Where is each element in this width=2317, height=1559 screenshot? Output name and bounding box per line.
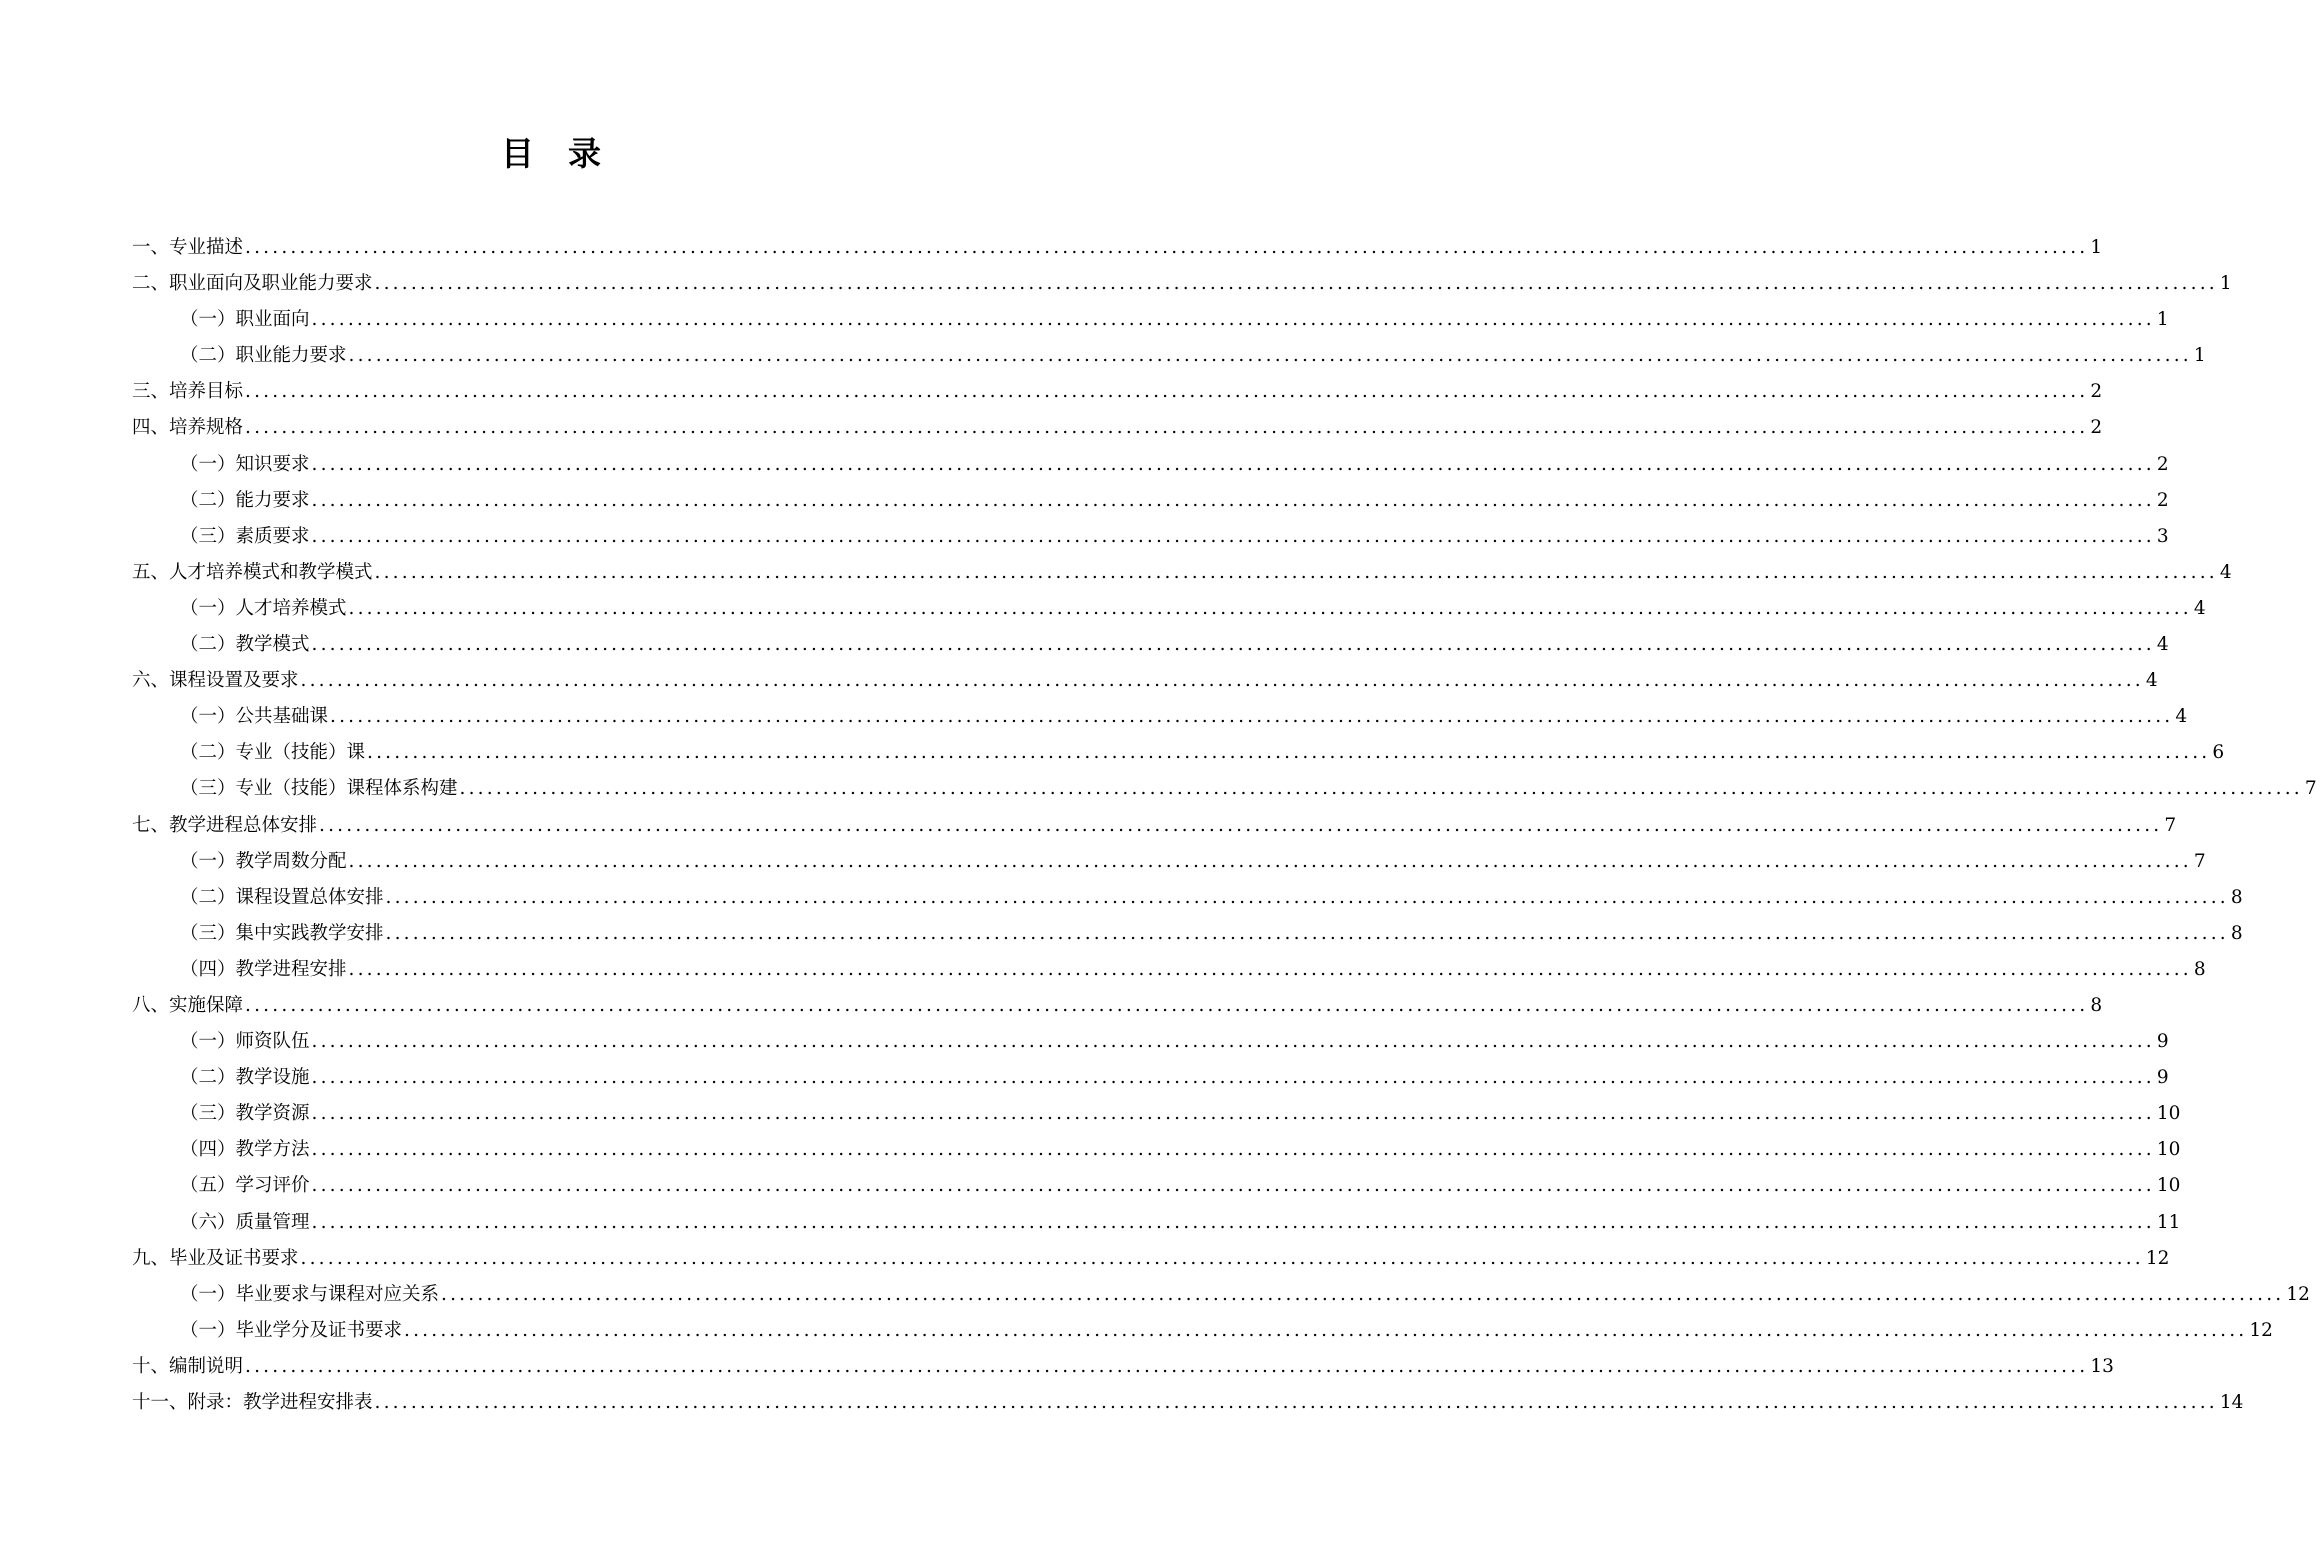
toc-entry-label: （六）质量管理 (180, 1211, 310, 1233)
toc-entry-label: （二）课程设置总体安排 (180, 886, 384, 908)
page-title (0, 132, 1102, 176)
toc-entry-label: （二）教学模式 (180, 634, 310, 656)
toc-dot-leader: ........................................................................................................................................................................................................... (245, 381, 2089, 403)
toc-entry[interactable] (132, 663, 2158, 699)
toc-entry[interactable] (132, 916, 2243, 952)
toc-entry[interactable] (132, 699, 2188, 735)
toc-entry-page-number: 3 (2156, 525, 2169, 547)
toc-entry-label: （一）毕业要求与课程对应关系 (180, 1283, 440, 1305)
toc-dot-leader: ........................................................................................................................................................................................................... (311, 489, 2155, 511)
toc-entry[interactable] (132, 771, 2317, 807)
toc-entry-page-number: 4 (2156, 634, 2169, 656)
toc-dot-leader: ........................................................................................................................................................................................................... (311, 453, 2155, 475)
toc-entry[interactable] (132, 1349, 2114, 1385)
toc-entry-label: （一）职业面向 (180, 309, 310, 331)
toc-dot-leader: ........................................................................................................................................................................................................... (300, 1247, 2144, 1269)
page-title-char-2: 录 (568, 134, 601, 173)
toc-entry[interactable] (132, 338, 2206, 374)
toc-entry-page-number: 8 (2090, 994, 2103, 1016)
toc-entry-page-number: 6 (2212, 742, 2225, 764)
toc-entry-label: （一）知识要求 (180, 453, 310, 475)
toc-entry[interactable] (132, 808, 2177, 844)
toc-entry-page-number: 12 (2145, 1247, 2170, 1269)
toc-entry-page-number: 9 (2156, 1031, 2169, 1053)
toc-entry-label: 四、培养规格 (132, 417, 244, 439)
toc-entry-page-number: 13 (2090, 1355, 2114, 1377)
toc-entry[interactable] (132, 988, 2103, 1024)
toc-dot-leader: ........................................................................................................................................................................................................... (348, 958, 2192, 980)
toc-entry-page-number: 1 (2193, 345, 2206, 367)
toc-entry[interactable] (132, 410, 2103, 446)
toc-entry-page-number: 4 (2219, 561, 2232, 583)
toc-dot-leader: ........................................................................................................................................................................................................... (374, 1392, 2218, 1413)
toc-dot-leader: ........................................................................................................................................................................................................... (311, 309, 2155, 331)
toc-dot-leader: ........................................................................................................................................................................................................... (311, 1175, 2155, 1197)
toc-dot-leader: ........................................................................................................................................................................................................... (311, 1139, 2155, 1161)
toc-dot-leader: ........................................................................................................................................................................................................... (374, 273, 2218, 295)
toc-dot-leader: ........................................................................................................................................................................................................... (245, 237, 2089, 258)
toc-entry-label: 十、编制说明 (132, 1355, 244, 1377)
toc-dot-leader: ........................................................................................................................................................................................................... (319, 814, 2163, 836)
toc-entry-label: （二）职业能力要求 (180, 345, 347, 367)
toc-entry[interactable] (132, 230, 2103, 266)
toc-entry[interactable] (132, 591, 2206, 627)
toc-entry-page-number: 10 (2156, 1103, 2181, 1125)
toc-entry[interactable] (132, 374, 2103, 410)
toc-entry[interactable] (132, 1132, 2181, 1168)
toc-dot-leader: ........................................................................................................................................................................................................... (404, 1319, 2248, 1341)
toc-entry-label: （一）师资队伍 (180, 1031, 310, 1053)
toc-dot-leader: ........................................................................................................................................................................................................... (311, 1211, 2155, 1233)
toc-entry[interactable] (132, 519, 2169, 555)
toc-dot-leader: ........................................................................................................................................................................................................... (367, 742, 2211, 764)
toc-entry[interactable] (132, 844, 2206, 880)
toc-entry[interactable] (132, 1096, 2181, 1132)
toc-entry-page-number: 2 (2156, 489, 2169, 511)
toc-entry-page-number: 14 (2219, 1392, 2244, 1413)
toc-entry-label: （四）教学方法 (180, 1139, 310, 1161)
toc-dot-leader: ........................................................................................................................................................................................................... (348, 597, 2192, 619)
toc-entry[interactable] (132, 1313, 2273, 1349)
toc-entry-label: （三）集中实践教学安排 (180, 922, 384, 944)
toc-entry[interactable] (132, 735, 2225, 771)
toc-entry-label: （五）学习评价 (180, 1175, 310, 1197)
toc-entry-page-number: 2 (2090, 381, 2103, 403)
toc-entry[interactable] (132, 627, 2169, 663)
toc-entry-page-number: 4 (2175, 706, 2188, 728)
toc-entry-page-number: 1 (2090, 237, 2103, 258)
toc-entry-label: （一）毕业学分及证书要求 (180, 1319, 403, 1341)
toc-entry-label: （二）专业（技能）课 (180, 742, 366, 764)
toc-entry[interactable] (132, 266, 2232, 302)
toc-dot-leader: ........................................................................................................................................................................................................... (300, 670, 2144, 692)
toc-entry-label: （三）教学资源 (180, 1103, 310, 1125)
toc-entry-label: 九、毕业及证书要求 (132, 1247, 299, 1269)
toc-entry-label: 三、培养目标 (132, 381, 244, 403)
toc-dot-leader: ........................................................................................................................................................................................................... (441, 1283, 2285, 1305)
toc-entry-page-number: 4 (2145, 670, 2158, 692)
toc-dot-leader: ........................................................................................................................................................................................................... (245, 417, 2089, 439)
toc-entry-label: 八、实施保障 (132, 994, 244, 1016)
toc-entry-label: （一）教学周数分配 (180, 850, 347, 872)
toc-entry[interactable] (132, 447, 2169, 483)
toc-entry-label: 五、人才培养模式和教学模式 (132, 561, 373, 583)
toc-dot-leader: ........................................................................................................................................................................................................... (385, 886, 2229, 908)
toc-dot-leader: ........................................................................................................................................................................................................... (348, 345, 2192, 367)
toc-dot-leader: ........................................................................................................................................................................................................... (311, 1067, 2155, 1089)
toc-entry-label: （一）公共基础课 (180, 706, 329, 728)
toc-entry-label: 十一、附录：教学进程安排表 (132, 1392, 373, 1413)
toc-entry-label: （二）教学设施 (180, 1067, 310, 1089)
toc-entry-label: 六、课程设置及要求 (132, 670, 299, 692)
toc-entry-label: 七、教学进程总体安排 (132, 814, 318, 836)
toc-entry-page-number: 12 (2249, 1319, 2273, 1341)
toc-entry[interactable] (132, 555, 2232, 591)
page-title-char-1: 目 (501, 134, 534, 173)
toc-entry-page-number: 7 (2193, 850, 2206, 872)
toc-dot-leader: ........................................................................................................................................................................................................... (311, 1031, 2155, 1053)
toc-entry-label: （三）专业（技能）课程体系构建 (180, 778, 458, 800)
toc-entry-page-number: 2 (2156, 453, 2169, 475)
toc-entry-label: 一、专业描述 (132, 237, 244, 258)
toc-entry-page-number: 8 (2193, 958, 2206, 980)
toc-entry-page-number: 7 (2304, 778, 2317, 800)
toc-entry-page-number: 1 (2156, 309, 2169, 331)
toc-entry-label: （二）能力要求 (180, 489, 310, 511)
toc-entry[interactable] (132, 302, 2169, 338)
toc-entry[interactable] (132, 1024, 2169, 1060)
table-of-contents (132, 230, 2317, 1421)
toc-entry[interactable] (132, 880, 2243, 916)
toc-entry[interactable] (132, 1241, 2170, 1277)
toc-dot-leader: ........................................................................................................................................................................................................... (330, 706, 2174, 728)
toc-entry[interactable] (132, 1168, 2181, 1204)
toc-entry[interactable] (132, 483, 2169, 519)
toc-entry-page-number: 12 (2286, 1283, 2310, 1305)
toc-dot-leader: ........................................................................................................................................................................................................... (311, 634, 2155, 656)
toc-entry-page-number: 10 (2156, 1139, 2181, 1161)
toc-entry-page-number: 7 (2164, 814, 2177, 836)
toc-dot-leader: ........................................................................................................................................................................................................... (459, 778, 2303, 800)
toc-entry-label: 二、职业面向及职业能力要求 (132, 273, 373, 295)
toc-dot-leader: ........................................................................................................................................................................................................... (348, 850, 2192, 872)
toc-entry-label: （一）人才培养模式 (180, 597, 347, 619)
toc-entry-label: （四）教学进程安排 (180, 958, 347, 980)
toc-entry-page-number: 9 (2156, 1067, 2169, 1089)
toc-entry[interactable] (132, 1060, 2169, 1096)
toc-entry-page-number: 2 (2090, 417, 2103, 439)
toc-entry-page-number: 11 (2156, 1211, 2181, 1233)
toc-dot-leader: ........................................................................................................................................................................................................... (245, 994, 2089, 1016)
toc-entry-page-number: 8 (2230, 922, 2243, 944)
toc-entry-page-number: 10 (2156, 1175, 2181, 1197)
toc-entry-page-number: 8 (2230, 886, 2243, 908)
toc-entry-page-number: 1 (2219, 273, 2232, 295)
toc-entry-label: （三）素质要求 (180, 525, 310, 547)
toc-dot-leader: ........................................................................................................................................................................................................... (245, 1355, 2089, 1377)
toc-dot-leader: ........................................................................................................................................................................................................... (374, 561, 2218, 583)
toc-dot-leader: ........................................................................................................................................................................................................... (385, 922, 2229, 944)
toc-dot-leader: ........................................................................................................................................................................................................... (311, 1103, 2155, 1125)
toc-entry[interactable] (132, 1205, 2181, 1241)
toc-dot-leader: ........................................................................................................................................................................................................... (311, 525, 2155, 547)
toc-entry[interactable] (132, 1385, 2244, 1421)
toc-entry-page-number: 4 (2193, 597, 2206, 619)
toc-entry[interactable] (132, 1277, 2310, 1313)
toc-entry[interactable] (132, 952, 2206, 988)
